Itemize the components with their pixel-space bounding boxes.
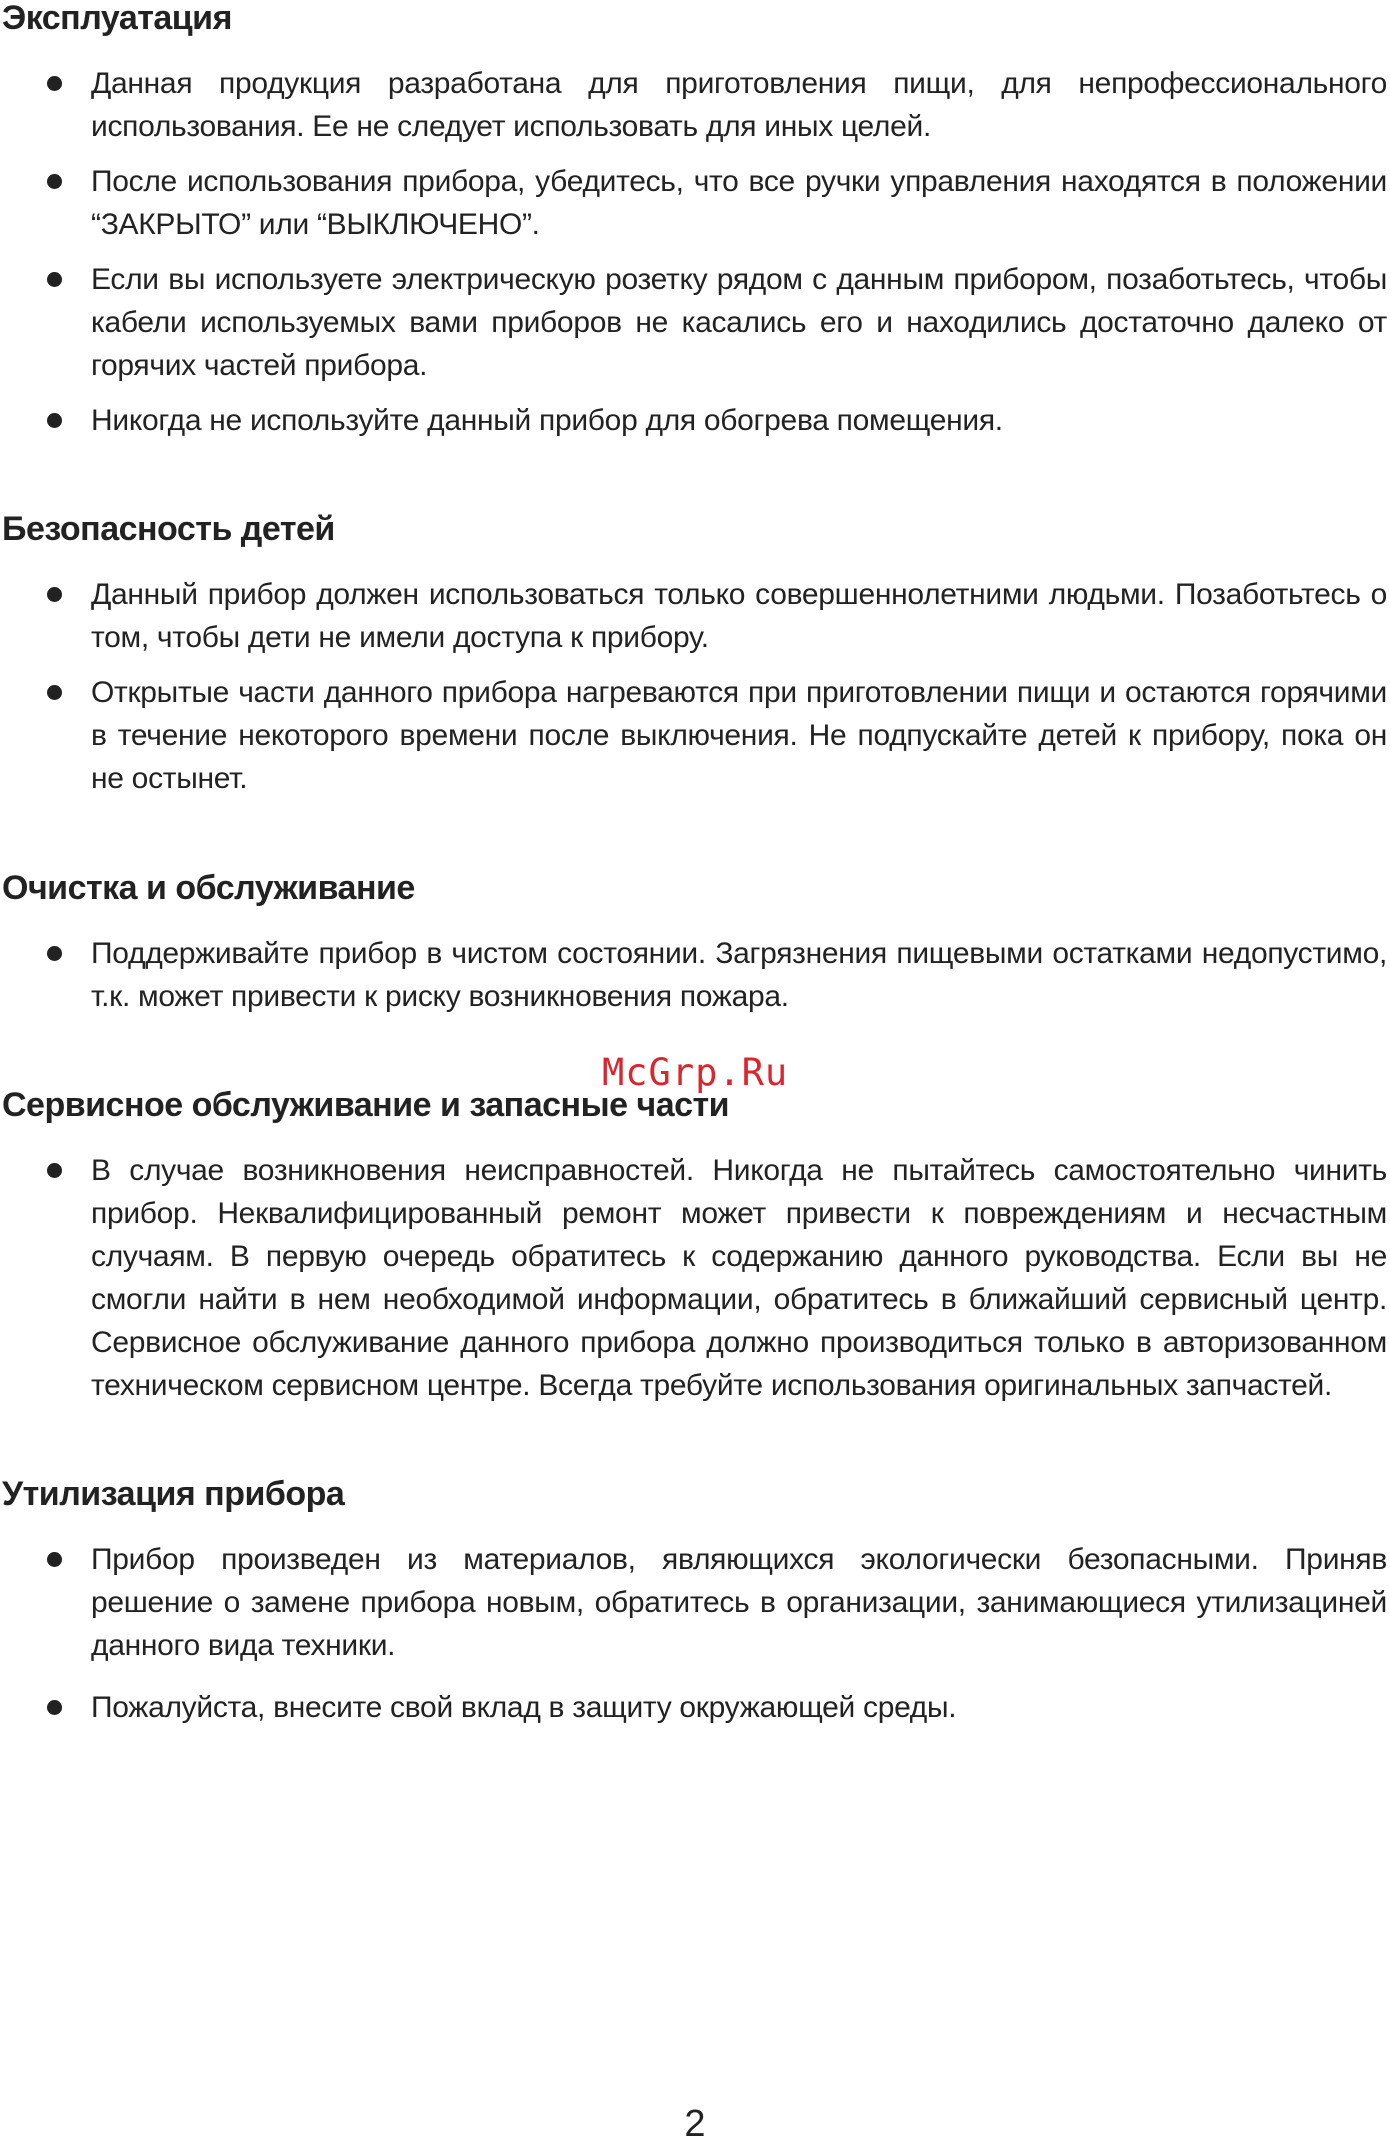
bullet-icon <box>47 174 62 189</box>
bullet-list <box>0 62 1390 442</box>
bullet-list <box>0 1538 1390 1729</box>
list-item <box>0 399 1390 442</box>
section-title: Очистка и обслуживание <box>2 869 415 907</box>
section-title: Утилизация прибора <box>2 1475 345 1513</box>
section-service <box>0 1085 1390 1407</box>
list-item <box>0 1538 1390 1667</box>
list-item-text: После использования прибора, убедитесь, что все ручки управления находятся в положении “ЗАКРЫТО” или “ВЫКЛЮЧЕНО”. <box>91 165 1387 241</box>
section-title: Эксплуатация <box>2 0 232 37</box>
bullet-icon <box>47 946 62 961</box>
bullet-icon <box>47 1552 62 1567</box>
list-item <box>0 1686 1390 1729</box>
bullet-icon <box>47 413 62 428</box>
section-title: Безопасность детей <box>2 510 335 548</box>
list-item <box>0 671 1390 800</box>
list-item-text: Прибор произведен из материалов, являющихся экологически безопасными. Приняв решение о замене прибора новым, обратитесь в организации, занимающиеся утилизациней данного вида техники. <box>91 1543 1387 1662</box>
bullet-icon <box>47 1700 62 1715</box>
section-operation <box>0 0 1390 442</box>
bullet-icon <box>47 272 62 287</box>
list-item <box>0 62 1390 148</box>
section-title: Сервисное обслуживание и запасные части <box>2 1086 730 1124</box>
list-item-text: Если вы используете электрическую розетку рядом с данным прибором, позаботьтесь, чтобы кабели используемых вами приборов не касались его и находились достаточно далеко от горячих частей прибора. <box>91 263 1387 382</box>
list-item-text: В случае возникновения неисправностей. Никогда не пытайтесь самостоятельно чинить прибор. Неквалифицированный ремонт может привести к повреждениям и несчастным случаям. В первую очередь обратитесь к содержанию данного руководства. Если вы не смогли найти в нем необходимой информации, обратитесь в ближайший сервисный центр. Сервисное обслуживание данного прибора должно производиться только в авторизованном техническом сервисном центре. Всегда требуйте использования оригинальных запчастей. <box>91 1154 1387 1402</box>
list-item-text: Данный прибор должен использоваться только совершеннолетними людьми. Позаботьтесь о том, чтобы дети не имели доступа к прибору. <box>91 578 1387 654</box>
list-item-text: Пожалуйста, внесите свой вклад в защиту окружающей среды. <box>91 1691 957 1724</box>
list-item <box>0 160 1390 246</box>
list-item <box>0 573 1390 659</box>
list-item <box>0 1149 1390 1407</box>
list-item-text: Данная продукция разработана для приготовления пищи, для непрофессионального использования. Ее не следует использовать для иных целей. <box>91 67 1387 143</box>
bullet-list <box>0 932 1390 1018</box>
list-item-text: Никогда не используйте данный прибор для обогрева помещения. <box>91 404 1003 437</box>
page-number: 2 <box>684 2103 706 2145</box>
section-cleaning <box>0 868 1390 1018</box>
section-disposal <box>0 1474 1390 1729</box>
bullet-icon <box>47 587 62 602</box>
section-child-safety <box>0 509 1390 800</box>
list-item-text: Открытые части данного прибора нагреваются при приготовлении пищи и остаются горячими в течение некоторого времени после выключения. Не подпускайте детей к прибору, пока он не остынет. <box>91 676 1387 795</box>
bullet-list <box>0 573 1390 800</box>
list-item <box>0 258 1390 387</box>
list-item-text: Поддерживайте прибор в чистом состоянии. Загрязнения пищевыми остатками недопустимо, т.к. может привести к риску возникновения пожара. <box>91 937 1387 1013</box>
bullet-icon <box>47 685 62 700</box>
bullet-list <box>0 1149 1390 1407</box>
watermark: McGrp.Ru <box>602 1051 789 1094</box>
list-item <box>0 932 1390 1018</box>
bullet-icon <box>47 76 62 91</box>
bullet-icon <box>47 1163 62 1178</box>
